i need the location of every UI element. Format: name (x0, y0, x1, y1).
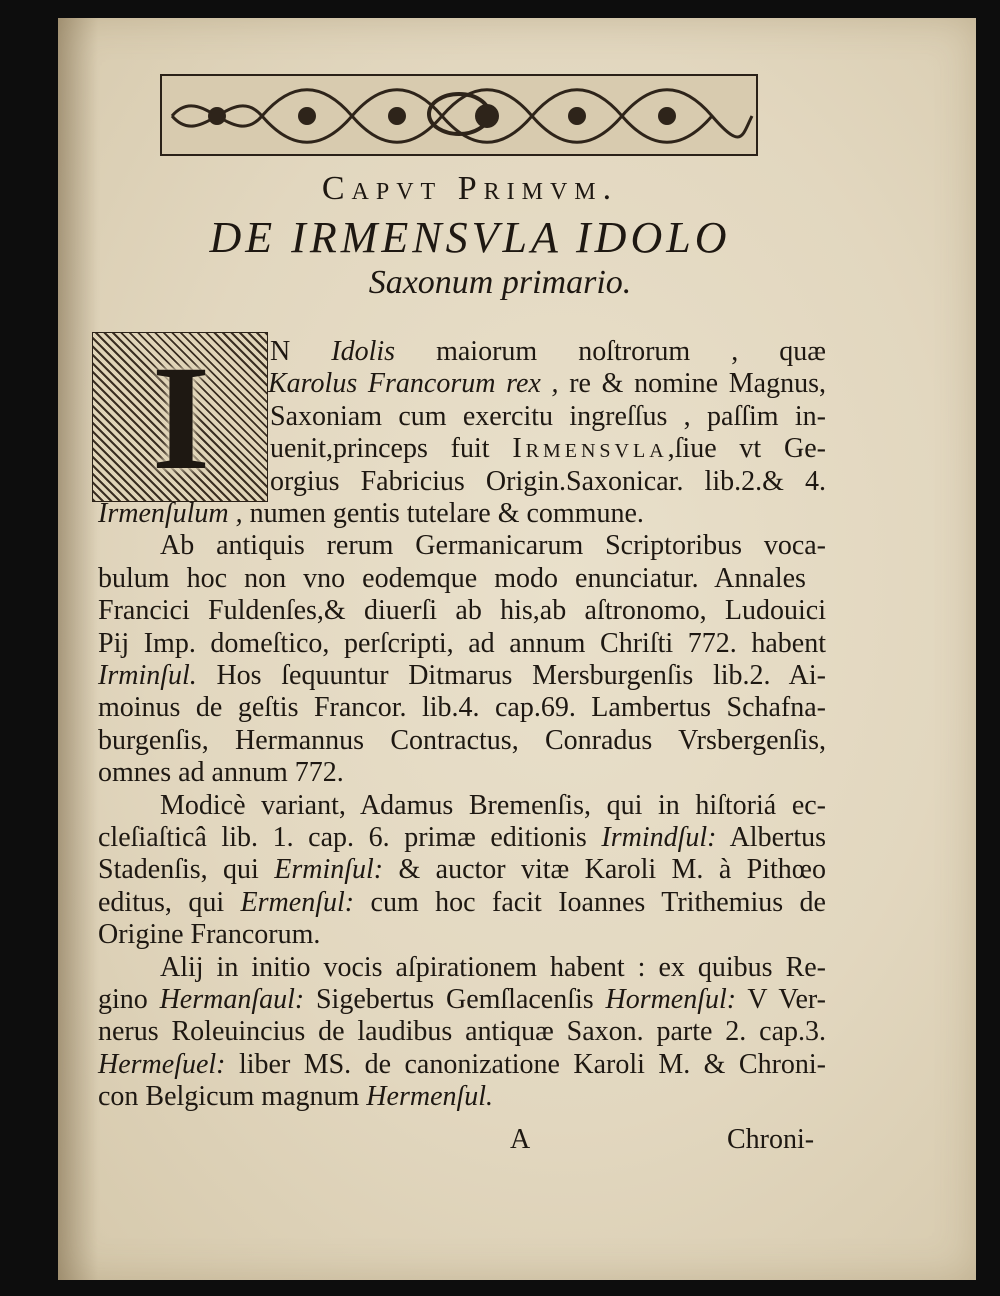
text-line (160, 790, 826, 822)
text-line (270, 336, 826, 368)
text-line (98, 628, 826, 660)
text-line (98, 984, 826, 1016)
italic-term: Irmindſul: (601, 822, 717, 853)
text-run: cleſiaſticâ lib. 1. cap. 6. primæ editionis (98, 822, 602, 853)
text-line (98, 498, 644, 530)
italic-term: Hormenſul: (605, 984, 737, 1015)
text-run: nerus Roleuincius de laudibus antiquæ Saxon. parte 2. cap.3. (98, 1016, 826, 1048)
text-run: omnes ad annum 772. (98, 757, 344, 789)
text-line (98, 1016, 826, 1048)
italic-term: Karolus Francorum rex , (268, 368, 559, 400)
italic-term: Hermenſul. (366, 1081, 494, 1113)
text-line (98, 1081, 493, 1113)
text-line (270, 433, 826, 465)
text-run: Modicè variant, Adamus Bremenſis, qui in hiſtoriá ec- (160, 789, 826, 821)
text-run: con Belgicum magnum (98, 1081, 367, 1113)
text-line (160, 530, 826, 562)
text-line (98, 595, 826, 627)
chapter-subtitle: Saxonum primario. (368, 264, 632, 301)
signature-mark: A (510, 1124, 531, 1155)
text-run: Sigebertus Gemſlacenſis (304, 984, 606, 1015)
text-line (98, 725, 826, 757)
chapter-title: DE IRMENSVLA IDOLO (209, 213, 731, 262)
italic-term: Irmenſulum , (98, 498, 243, 529)
text-run: gino (98, 984, 160, 1015)
text-run: orgius Fabricius Origin.Saxonicar. lib.2.& 4. (270, 465, 826, 497)
ornamental-headpiece (160, 74, 758, 156)
text-run: N (270, 336, 332, 367)
chapter-heading: Capvt Primvm. (321, 170, 619, 207)
text-run: bulum hoc non vno eodemque modo enunciatur. Annales (98, 562, 806, 594)
catchword: Chroni- (727, 1124, 815, 1155)
italic-term: Hermeſuel: (98, 1048, 226, 1080)
text-line (268, 368, 826, 400)
text-run: Francici Fuldenſes,& diuerſi ab his,ab aſtronomo, Ludouici (98, 595, 826, 627)
text-run: Stadenſis, qui (98, 854, 275, 886)
text-line (270, 401, 826, 433)
text-line (98, 1049, 826, 1081)
text-run: Hos ſequuntur Ditmarus Mersburgenſis lib.2. Ai- (196, 660, 826, 691)
text-run: ,ſiue vt Ge- (667, 433, 826, 465)
page-gutter-shadow (58, 18, 98, 1280)
text-line (270, 466, 826, 498)
text-line (98, 692, 826, 724)
italic-term: Ermenſul: (240, 886, 355, 918)
text-run: Origine Francorum. (98, 919, 321, 951)
italic-term: Idolis (331, 336, 396, 367)
text-run: numen gentis tutelare & commune. (242, 498, 644, 529)
text-run: maiorum noſtrorum , quæ (395, 336, 826, 367)
text-run: Alij in initio vocis aſpirationem habent : ex quibus Re- (160, 951, 826, 983)
text-line (98, 660, 826, 692)
text-line (98, 757, 344, 789)
small-caps-name: Irmensvla (512, 433, 668, 465)
italic-term: Irminſul. (98, 660, 197, 691)
text-run: cum hoc facit Ioannes Trithemius de (354, 886, 826, 918)
text-run: editus, qui (98, 886, 241, 918)
text-line (98, 919, 320, 951)
text-run: re & nomine Magnus, (558, 368, 827, 400)
text-line (98, 563, 806, 595)
text-run: Albertus (716, 822, 826, 853)
text-line (160, 952, 826, 984)
text-run: Saxoniam cum exercitu ingreſſus , paſſim in- (270, 400, 826, 432)
text-run: V Ver- (736, 984, 827, 1015)
italic-term: Hermanſaul: (159, 984, 305, 1015)
text-run: burgenſis, Hermannus Contractus, Conradus Vrsbergenſis, (98, 724, 826, 756)
italic-term: Erminſul: (274, 854, 384, 886)
text-run: moinus de geſtis Francor. lib.4. cap.69. Lambertus Schafna- (98, 692, 826, 724)
text-line (98, 822, 826, 854)
text-run: liber MS. de canonizatione Karoli M. & Chroni- (225, 1048, 826, 1080)
text-line (98, 887, 826, 919)
text-run: uenit,princeps fuit (270, 433, 513, 465)
text-run: Ab antiquis rerum Germanicarum Scriptoribus voca- (160, 530, 826, 562)
initial-letter: I (151, 335, 211, 501)
text-run: Pij Imp. domeſtico, perſcripti, ad annum Chriſti 772. habent (98, 627, 826, 659)
text-run: & auctor vitæ Karoli M. à Pithœo (383, 854, 826, 886)
text-line (98, 854, 826, 886)
decorated-initial (92, 332, 268, 502)
